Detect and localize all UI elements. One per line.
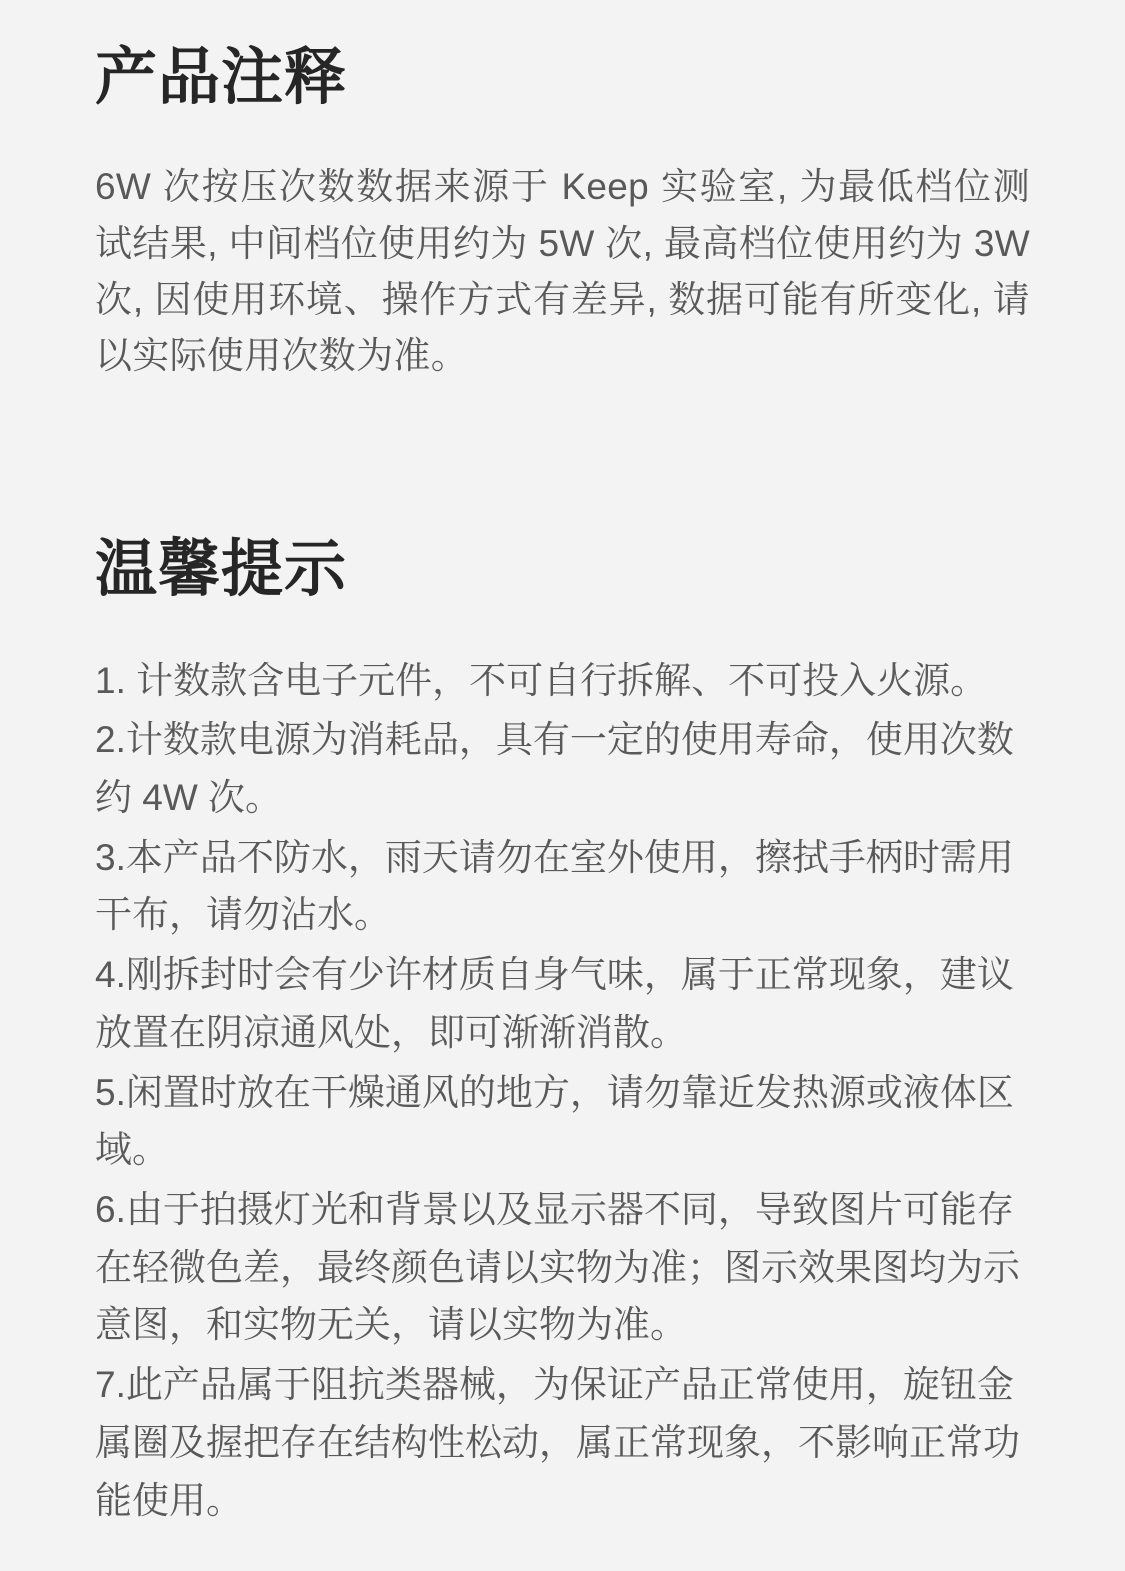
warm-tips-title: 温馨提示 bbox=[95, 535, 348, 605]
product-notes-paragraph: 6W 次按压次数数据来源于 Keep 实验室, 为最低档位测试结果, 中间档位使用约为 5W 次, 最高档位使用约为 3W 次, 因使用环境、操作方式有差异, 数据可能有所变化, 请以实际使用次数为准。 bbox=[95, 166, 1030, 376]
page-title: 产品注释 bbox=[95, 43, 348, 112]
list-item: 2.计数款电源为消耗品，具有一定的使用寿命，使用次数约 4W 次。 bbox=[95, 719, 1014, 818]
list-item: 1. 计数款含电子元件，不可自行拆解、不可投入火源。 bbox=[95, 659, 988, 701]
list-item: 5.闲置时放在干燥通风的地方，请勿靠近发热源或液体区域。 bbox=[95, 1071, 1014, 1171]
section-product-notes bbox=[95, 42, 1030, 384]
list-item: 7.此产品属于阻抗类器械，为保证产品正常使用，旋钮金属圈及握把存在结构性松动，属正常现象，不影响正常功能使用。 bbox=[95, 1364, 1020, 1521]
list-item: 3.本产品不防水，雨天请勿在室外使用，擦拭手柄时需用干布，请勿沾水。 bbox=[95, 836, 1014, 936]
section-spacer bbox=[95, 384, 1030, 534]
list-item: 6.由于拍摄灯光和背景以及显示器不同，导致图片可能存在轻微色差，最终颜色请以实物为准；图示效果图均为示意图，和实物无关，请以实物为准。 bbox=[95, 1189, 1020, 1346]
section-warm-tips bbox=[95, 534, 1030, 1529]
warm-tips-list bbox=[95, 652, 1030, 1530]
list-item: 4.刚拆封时会有少许材质自身气味，属于正常现象，建议放置在阴凉通风处，即可渐渐消散。 bbox=[95, 954, 1014, 1053]
